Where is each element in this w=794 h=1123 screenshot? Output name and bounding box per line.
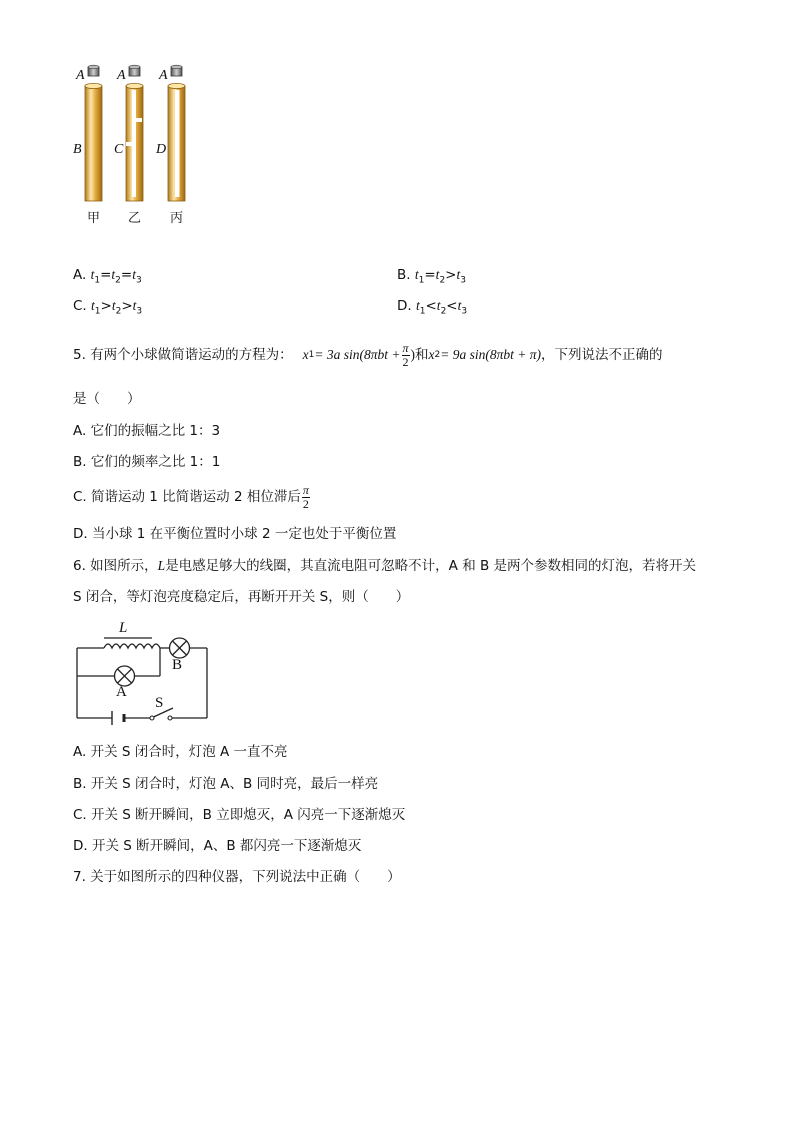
circuit-drawing bbox=[70, 620, 215, 725]
label-d: D bbox=[156, 142, 167, 157]
q6-option-c[interactable]: C. 开关 S 断开瞬间，B 立即熄灭，A 闪亮一下逐渐熄灭 bbox=[73, 807, 406, 823]
q4-option-a[interactable]: A. $t_1=t_2=t_3$ bbox=[73, 267, 142, 286]
tubes-figure bbox=[70, 60, 210, 230]
q4-option-d[interactable]: D. $t_1<t_2<t_3$ bbox=[397, 298, 468, 317]
q4-option-c[interactable]: C. $t_1>t_2>t_3$ bbox=[73, 298, 143, 317]
label-b: B bbox=[73, 142, 82, 157]
q6-stem-line2: S 闭合，等灯泡亮度稳定后，再断开开关 S，则（ ） bbox=[73, 589, 410, 605]
tube-bing bbox=[168, 83, 185, 201]
circuit-label-b: B bbox=[172, 657, 183, 673]
label-c: C bbox=[114, 142, 124, 157]
tube-jia bbox=[85, 83, 102, 201]
q5-optc-fraction: $\frac{\pi}{2}$ bbox=[302, 482, 309, 511]
q5-option-a[interactable]: A. 它们的振幅之比 1：3 bbox=[73, 423, 221, 439]
q5-equation-1: = 3a sin(8πbt + bbox=[314, 347, 401, 362]
magnet-a-3 bbox=[171, 65, 182, 76]
q5-stem-line2: 是（ ） bbox=[73, 391, 141, 407]
lamp-a-icon bbox=[115, 666, 135, 686]
magnet-a-1 bbox=[88, 65, 99, 76]
label-a-1: A bbox=[76, 68, 85, 83]
label-a-3: A bbox=[159, 68, 168, 83]
circuit-label-s: S bbox=[155, 695, 164, 711]
tube-label-yi: 乙 bbox=[128, 211, 142, 226]
tube-label-bing: 丙 bbox=[170, 211, 184, 226]
q5-equation-2: = 9a sin(8πbt + π) bbox=[440, 347, 542, 362]
q5-eq1-fraction: $\frac{\pi}{2}$ bbox=[402, 340, 409, 369]
q6-option-b[interactable]: B. 开关 S 闭合时，灯泡 A、B 同时亮，最后一样亮 bbox=[73, 776, 379, 792]
tubes-drawing bbox=[70, 60, 210, 230]
circuit-label-a: A bbox=[116, 684, 127, 700]
label-a-2: A bbox=[117, 68, 126, 83]
q7-stem: 7. 关于如图所示的四种仪器，下列说法中正确（ ） bbox=[73, 869, 401, 885]
magnet-a-2 bbox=[129, 65, 140, 76]
q6-stem-line1: 6. 如图所示，L是电感足够大的线圈，其直流电阻可忽略不计，A 和 B 是两个参数相同的灯泡，若将开关 bbox=[73, 558, 697, 574]
circuit-label-l: L bbox=[119, 620, 128, 636]
lamp-b-icon bbox=[170, 638, 190, 658]
q6-option-d[interactable]: D. 开关 S 断开瞬间，A、B 都闪亮一下逐渐熄灭 bbox=[73, 838, 362, 854]
q5-stem-line1: 5. 有两个小球做简谐运动的方程为： x 1 = 3a sin(8πbt + $\frac{\pi}{2}$ ) 和 x 2 = 9a sin(8πbt + π) ，下列说法不正确的 bbox=[73, 340, 663, 369]
q5-option-d[interactable]: D. 当小球 1 在平衡位置时小球 2 一定也处于平衡位置 bbox=[73, 526, 397, 542]
circuit-diagram bbox=[70, 620, 215, 725]
q5-option-b[interactable]: B. 它们的频率之比 1：1 bbox=[73, 454, 221, 470]
q6-option-a[interactable]: A. 开关 S 闭合时，灯泡 A 一直不亮 bbox=[73, 744, 288, 760]
tube-yi bbox=[126, 83, 143, 201]
tube-label-jia: 甲 bbox=[87, 211, 101, 226]
q5-option-c[interactable]: C. 简谐运动 1 比简谐运动 2 相位滞后 $\frac{\pi}{2}$ bbox=[73, 482, 309, 511]
q4-option-b[interactable]: B. $t_1=t_2>t_3$ bbox=[397, 267, 466, 286]
battery-icon bbox=[112, 711, 124, 725]
